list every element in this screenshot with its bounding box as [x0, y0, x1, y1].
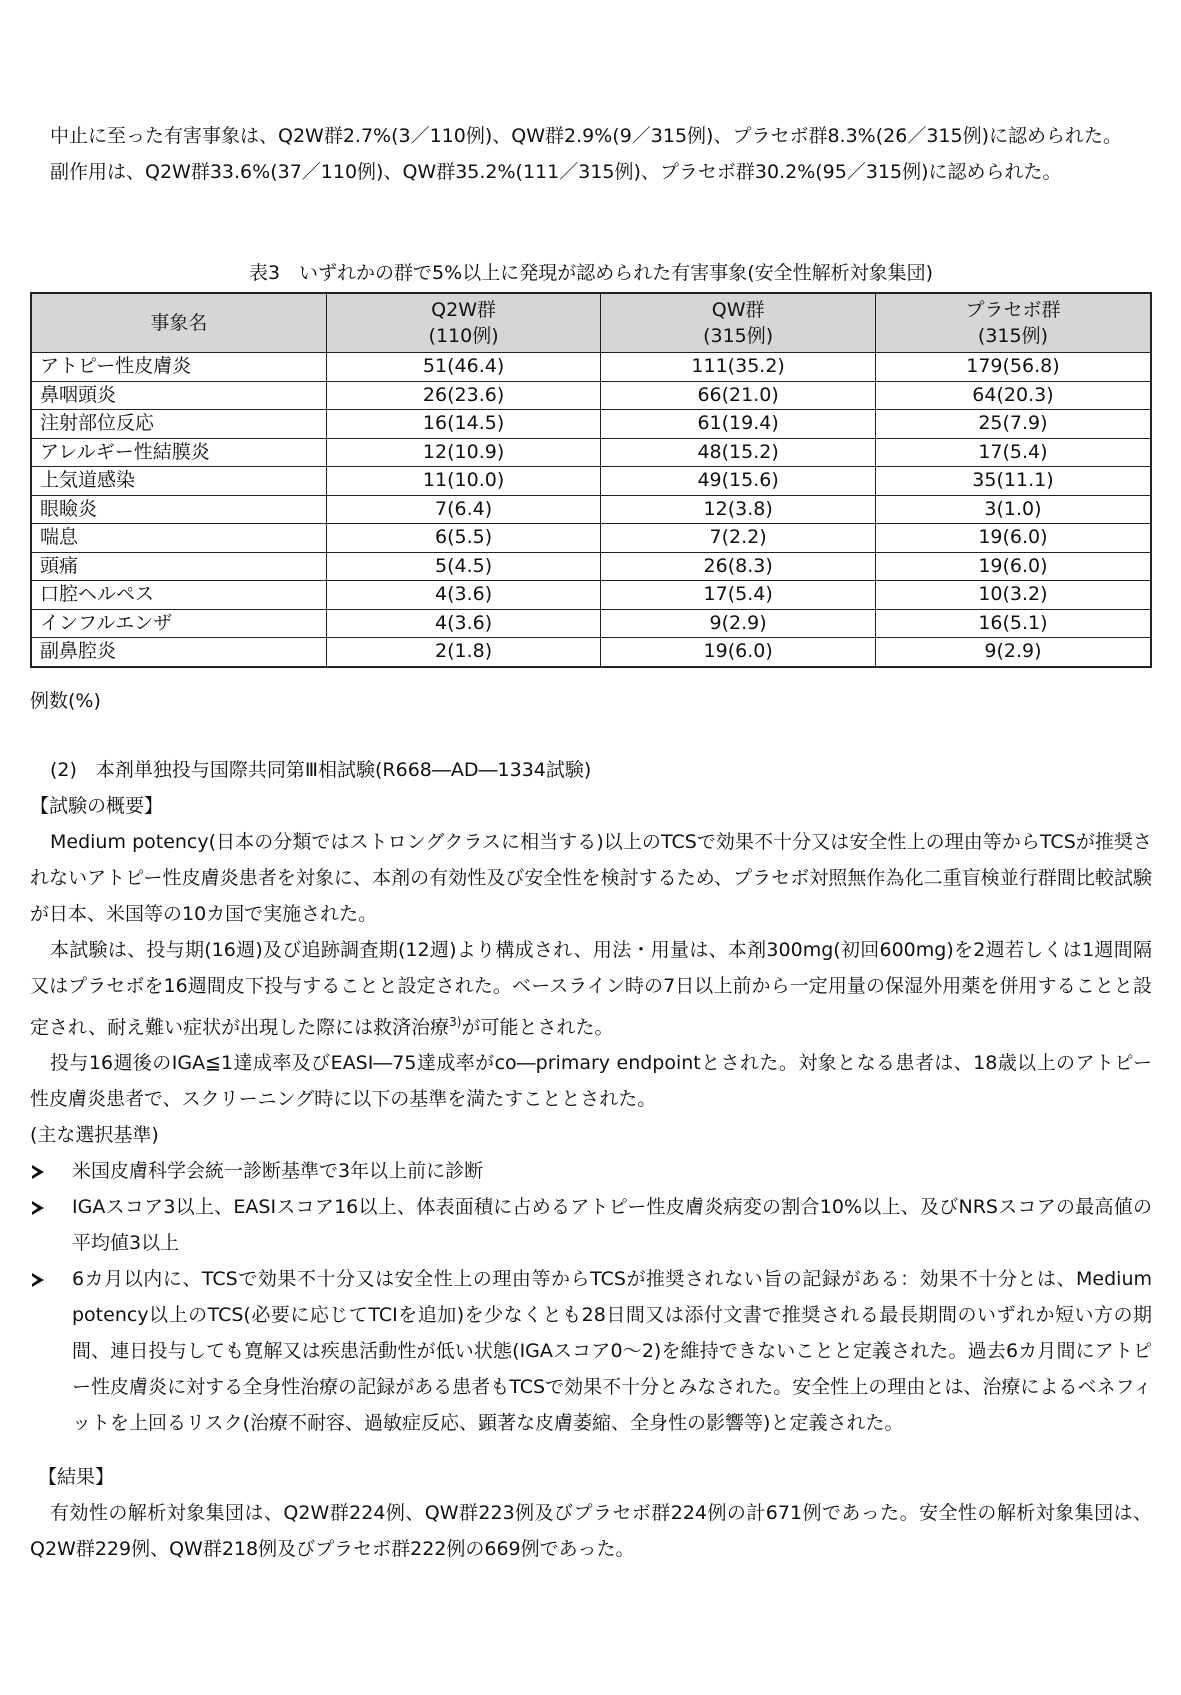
cell-event-name: アレルギー性結膜炎 — [31, 438, 326, 467]
cell-event-name: 喘息 — [31, 524, 326, 553]
criteria-list — [30, 1153, 1152, 1441]
cell-placebo: 19(6.0) — [875, 552, 1151, 581]
header-q2w: Q2W群 (110例) — [326, 293, 601, 353]
intro-section — [30, 118, 1152, 190]
cell-event-name: アトピー性皮膚炎 — [31, 353, 326, 382]
table-row — [31, 353, 1151, 382]
arrow-bullet-icon — [32, 1165, 44, 1179]
header-event-name: 事象名 — [31, 293, 326, 353]
cell-placebo: 3(1.0) — [875, 495, 1151, 524]
table-note: 例数(%) — [30, 690, 101, 712]
cell-placebo: 179(56.8) — [875, 353, 1151, 382]
table-caption: 表3 いずれかの群で5%以上に発現が認められた有害事象(安全性解析対象集団) — [248, 262, 934, 284]
cell-placebo: 19(6.0) — [875, 524, 1151, 553]
cell-q2w: 51(46.4) — [326, 353, 601, 382]
study-section — [30, 752, 1152, 1567]
table-header-row — [31, 293, 1151, 353]
cell-event-name: 口腔ヘルペス — [31, 581, 326, 610]
header-qw: QW群 (315例) — [601, 293, 876, 353]
cell-qw: 9(2.9) — [601, 609, 876, 638]
cell-event-name: インフルエンザ — [31, 609, 326, 638]
cell-q2w: 26(23.6) — [326, 381, 601, 410]
cell-q2w: 6(5.5) — [326, 524, 601, 553]
cell-qw: 7(2.2) — [601, 524, 876, 553]
table-row — [31, 467, 1151, 496]
cell-qw: 17(5.4) — [601, 581, 876, 610]
adverse-reaction-paragraph: 副作用は、Q2W群33.6%(37／110例)、QW群35.2%(111／315例)、プラセボ群30.2%(95／315例)に認められた。 — [50, 161, 1062, 183]
table-row — [31, 495, 1151, 524]
cell-placebo: 9(2.9) — [875, 638, 1151, 667]
cell-placebo: 64(20.3) — [875, 381, 1151, 410]
footnote-reference: 3) — [449, 1015, 462, 1029]
cell-q2w: 7(6.4) — [326, 495, 601, 524]
cell-q2w: 16(14.5) — [326, 410, 601, 439]
overview-paragraph-3: 投与16週後のIGA≦1達成率及びEASI―75達成率がco―primary endpointとされた。対象となる患者は、18歳以上のアトピー性皮膚炎患者で、スクリーニング時に以下の基準を満たすこととされた。 — [30, 1052, 1152, 1111]
table-row — [31, 552, 1151, 581]
overview-paragraph-2: 本試験は、投与期(16週)及び追跡調査期(12週)より構成され、用法・用量は、本剤300mg(初回600mg)を2週若しくは1週間隔又はプラセボを16週間皮下投与することと設定された。ベースライン時の7日以上前から一定用量の保湿外用薬を併用することと設定され、耐え難い症状が出現した際には救済治療$^{3)}$が可能とされた。 — [30, 939, 1152, 1039]
arrow-bullet-icon — [32, 1273, 44, 1287]
cell-placebo: 16(5.1) — [875, 609, 1151, 638]
cell-qw: 111(35.2) — [601, 353, 876, 382]
cell-event-name: 眼瞼炎 — [31, 495, 326, 524]
cell-q2w: 5(4.5) — [326, 552, 601, 581]
cell-q2w: 11(10.0) — [326, 467, 601, 496]
discontinuation-paragraph: 中止に至った有害事象は、Q2W群2.7%(3／110例)、QW群2.9%(9／315例)、プラセボ群8.3%(26／315例)に認められた。 — [50, 125, 1123, 147]
table-row — [31, 381, 1151, 410]
results-paragraph: 有効性の解析対象集団は、Q2W群224例、QW群223例及びプラセボ群224例の計671例であった。安全性の解析対象集団は、Q2W群229例、QW群218例及びプラセボ群222例の669例であった。 — [30, 1502, 1152, 1561]
cell-event-name: 上気道感染 — [31, 467, 326, 496]
cell-event-name: 注射部位反応 — [31, 410, 326, 439]
cell-qw: 19(6.0) — [601, 638, 876, 667]
overview-paragraph-1: Medium potency(日本の分類ではストロングクラスに相当する)以上のTCSで効果不十分又は安全性上の理由等からTCSが推奨されないアトピー性皮膚炎患者を対象に、本剤の有効性及び安全性を検討するため、プラセボ対照無作為化二重盲検並行群間比較試験が日本、米国等の10カ国で実施された。 — [30, 831, 1152, 925]
cell-qw: 48(15.2) — [601, 438, 876, 467]
cell-placebo: 25(7.9) — [875, 410, 1151, 439]
results-label: 【結果】 — [38, 1466, 115, 1489]
cell-q2w: 4(3.6) — [326, 609, 601, 638]
cell-placebo: 17(5.4) — [875, 438, 1151, 467]
cell-qw: 26(8.3) — [601, 552, 876, 581]
criteria-item: 米国皮膚科学会統一診断基準で3年以上前に診断 — [30, 1153, 1152, 1189]
cell-event-name: 鼻咽頭炎 — [31, 381, 326, 410]
arrow-bullet-icon — [32, 1201, 44, 1215]
cell-qw: 49(15.6) — [601, 467, 876, 496]
cell-qw: 66(21.0) — [601, 381, 876, 410]
table-row — [31, 638, 1151, 667]
table-row — [31, 581, 1151, 610]
overview-label: 【試験の概要】 — [30, 795, 164, 817]
table-row — [31, 524, 1151, 553]
criteria-item: IGAスコア3以上、EASIスコア16以上、体表面積に占めるアトピー性皮膚炎病変の割合10%以上、及びNRSスコアの最高値の平均値3以上 — [30, 1189, 1152, 1261]
criteria-label: (主な選択基準) — [30, 1124, 159, 1147]
adverse-events-table — [30, 292, 1152, 668]
header-placebo: プラセボ群 (315例) — [875, 293, 1151, 353]
cell-q2w: 12(10.9) — [326, 438, 601, 467]
cell-q2w: 2(1.8) — [326, 638, 601, 667]
cell-placebo: 10(3.2) — [875, 581, 1151, 610]
cell-event-name: 副鼻腔炎 — [31, 638, 326, 667]
table-row — [31, 609, 1151, 638]
cell-placebo: 35(11.1) — [875, 467, 1151, 496]
cell-qw: 12(3.8) — [601, 495, 876, 524]
table-row — [31, 438, 1151, 467]
table-row — [31, 410, 1151, 439]
study-heading: (2) 本剤単独投与国際共同第Ⅲ相試験(R668―AD―1334試験) — [50, 759, 592, 781]
criteria-item: 6カ月以内に、TCSで効果不十分又は安全性上の理由等からTCSが推奨されない旨の記録がある：効果不十分とは、Medium potency以上のTCS(必要に応じてTCIを追加)を少なくとも28日間又は添付文書で推奨される最長期間のいずれか短い方の期間、連日投与しても寛解又は疾患活動性が低い状態(IGAスコア0～2)を維持できないことと定義された。過去6カ月間にアトピー性皮膚炎に対する全身性治療の記録がある患者もTCSで効果不十分とみなされた。安全性上の理由とは、治療によるベネフィットを上回るリスク(治療不耐容、過敏症反応、顕著な皮膚萎縮、全身性の影響等)と定義された。 — [30, 1261, 1152, 1441]
cell-event-name: 頭痛 — [31, 552, 326, 581]
cell-q2w: 4(3.6) — [326, 581, 601, 610]
cell-qw: 61(19.4) — [601, 410, 876, 439]
